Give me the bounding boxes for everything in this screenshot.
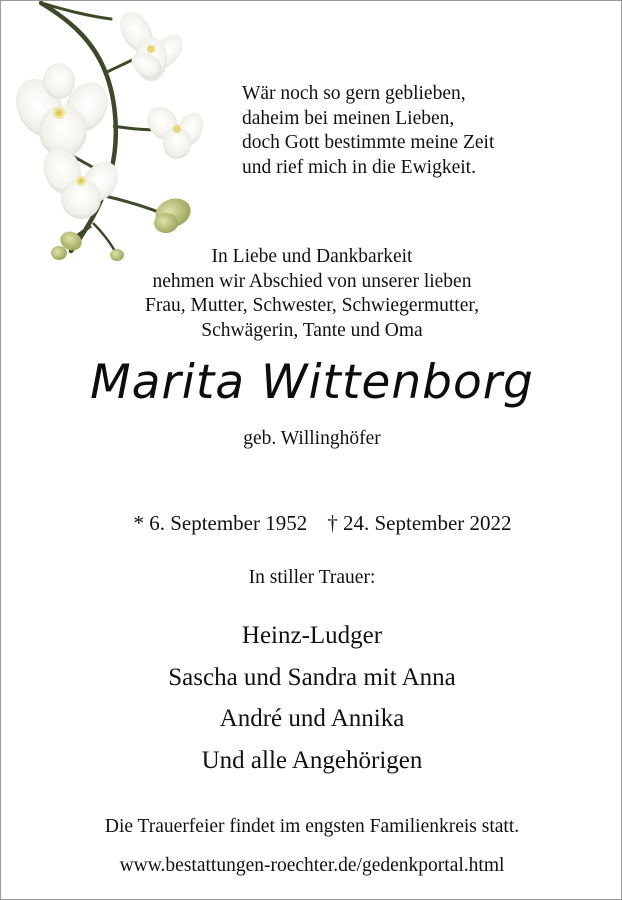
life-dates — [1, 484, 622, 562]
mourner-entry: Heinz-Ludger — [241, 622, 383, 649]
death-date: † 24. September 2022 — [327, 511, 512, 535]
ceremony-notice: Die Trauerfeier findet im engsten Familienkreis statt. — [104, 816, 520, 837]
deceased-name: Marita Wittenborg — [90, 355, 534, 410]
memorial-website-link[interactable]: www.bestattungen-roechter.de/gedenkportal.html — [119, 855, 505, 876]
maiden-name: geb. Willinghöfer — [243, 428, 381, 449]
farewell-intro: In Liebe und Dankbarkeit nehmen wir Abschied von unserer lieben Frau, Mutter, Schwester, Schwiegermutter, Schwägerin, Tante und Oma — [145, 246, 479, 341]
mourner-entry: Sascha und Sandra mit Anna — [168, 663, 456, 691]
birth-date: * 6. September 1952 — [133, 511, 308, 535]
mourners-list — [1, 615, 622, 781]
memorial-poem: Wär noch so gern geblieben, daheim bei meinen Lieben, doch Gott bestimmte meine Zeit und rief mich in die Ewigkeit. — [242, 83, 495, 178]
orchid-branch-icon — [1, 1, 206, 271]
mourner-entry: André und Annika — [219, 705, 405, 732]
mourner-entry: Und alle Angehörigen — [201, 746, 423, 774]
mourning-label: In stiller Trauer: — [248, 567, 376, 588]
